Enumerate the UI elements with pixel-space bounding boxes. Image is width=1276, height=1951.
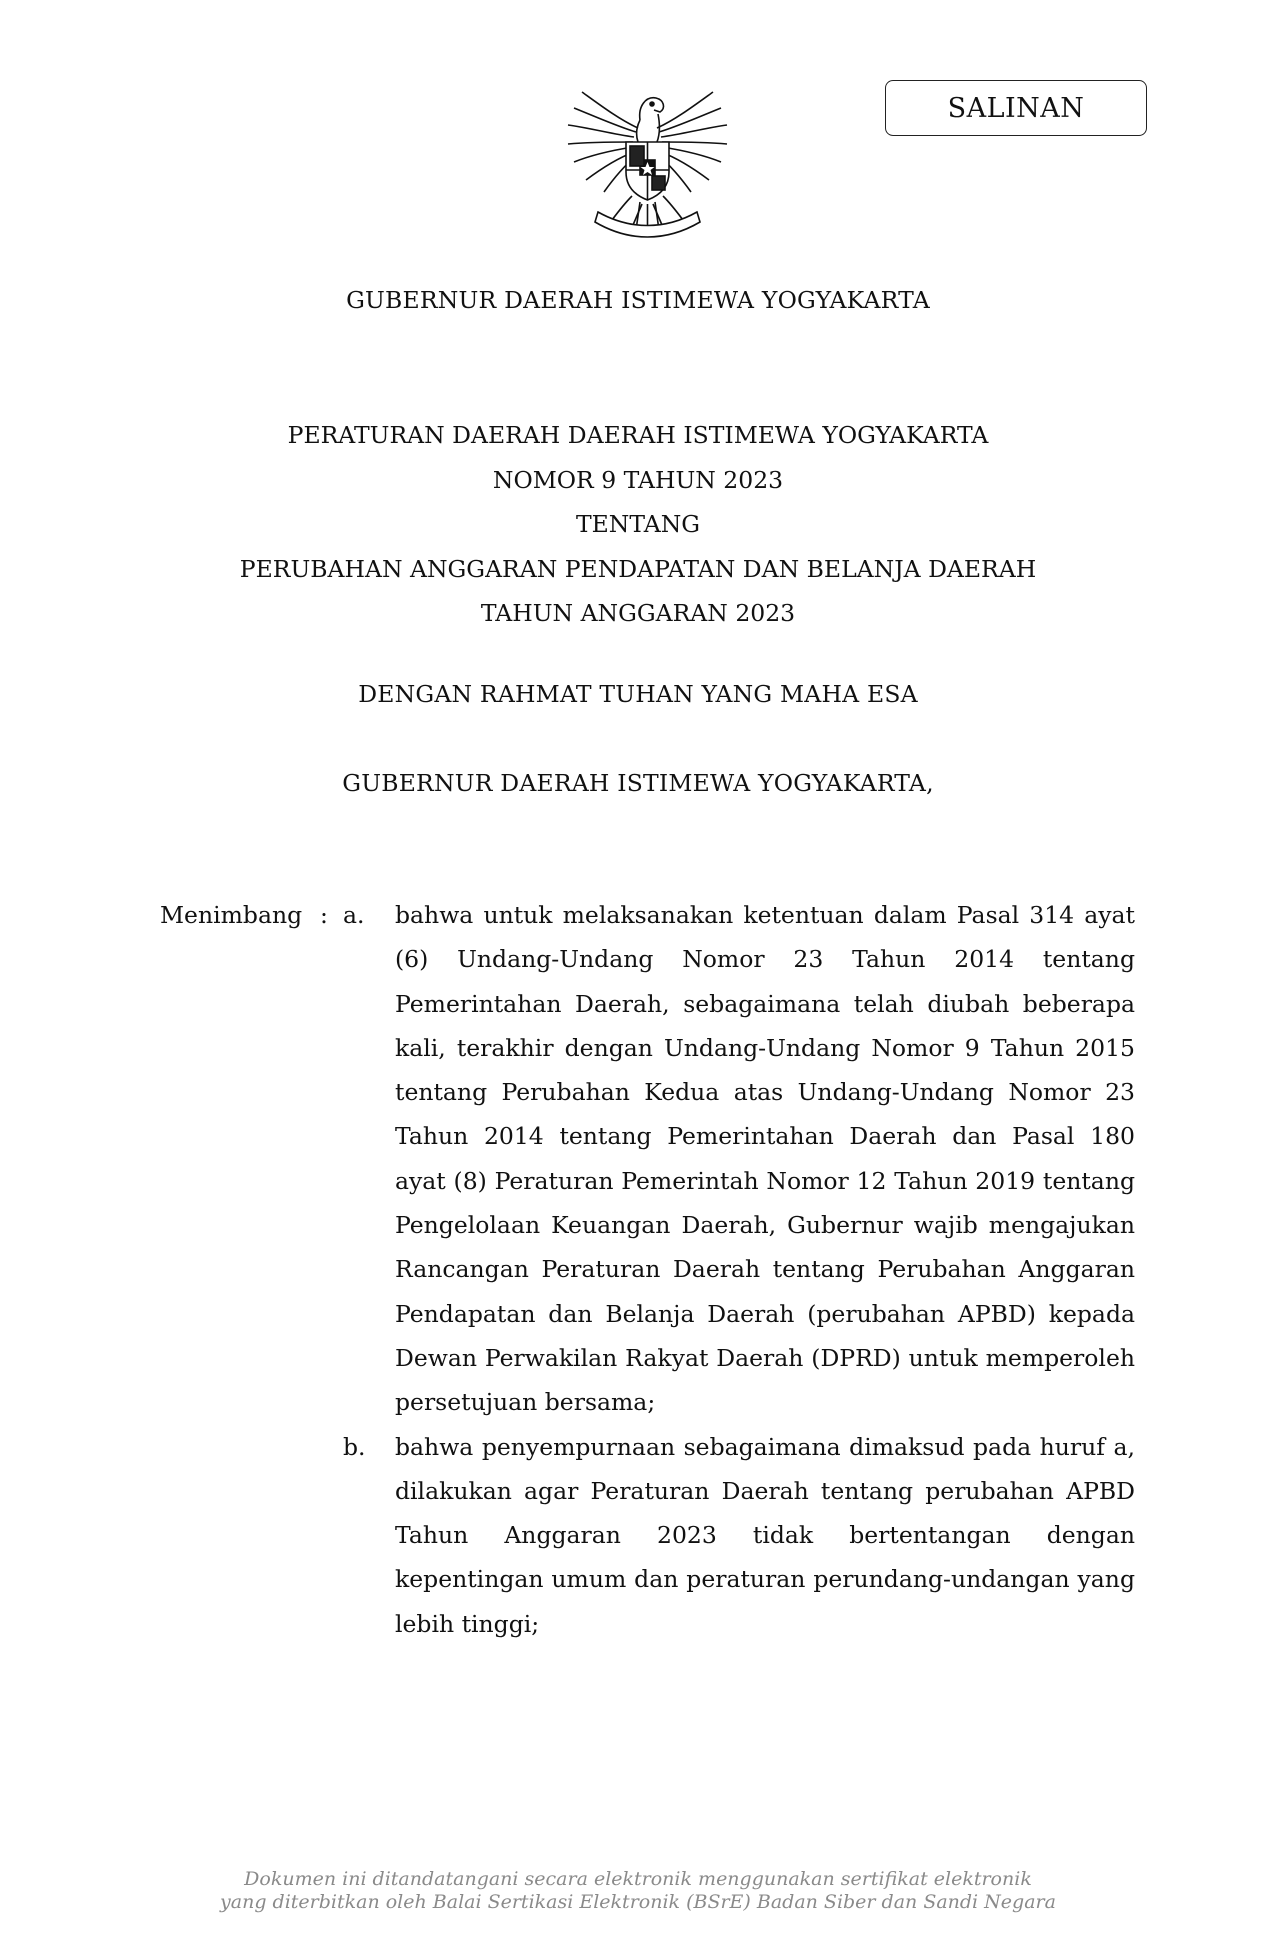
item-marker: b.	[343, 1432, 366, 1461]
blessing-line: DENGAN RAHMAT TUHAN YANG MAHA ESA	[358, 680, 918, 708]
electronic-signature-notice	[0, 1868, 1276, 1914]
regulation-title	[0, 413, 1276, 636]
item-text: bahwa untuk melaksanakan ketentuan dalam Pasal 314 ayat (6) Undang-Undang Nomor 23 Tahun 2014 tentang Pemerintahan Daerah, sebagaimana telah diubah beberapa kali, terakhir dengan Undang-Undang Nomor 9 Tahun 2015 tentang Perubahan Kedua atas Undang-Undang Nomor 23 Tahun 2014 tentang Pemerintahan Daerah dan Pasal 180 ayat (8) Peraturan Pemerintah Nomor 12 Tahun 2019 tentang Pengelolaan Keuangan Daerah, Gubernur wajib mengajukan Rancangan Peraturan Daerah tentang Perubahan Anggaran Pendapatan dan Belanja Daerah (perubahan APBD) kepada Dewan Perwakilan Rakyat Daerah (DPRD) untuk memperoleh persetujuan bersama;	[395, 901, 1135, 1417]
item-marker: a.	[343, 901, 365, 929]
title-line-4: PERUBAHAN ANGGARAN PENDAPATAN DAN BELANJA DAERAH	[239, 554, 1037, 583]
title-line-5: TAHUN ANGGARAN 2023	[480, 599, 796, 627]
footer-line-1: Dokumen ini ditandatangani secara elektronik menggunakan sertifikat elektronik	[244, 1868, 1032, 1890]
authority-line: GUBERNUR DAERAH ISTIMEWA YOGYAKARTA,	[342, 769, 934, 797]
item-text: bahwa penyempurnaan sebagaimana dimaksud pada huruf a, dilakukan agar Peraturan Daerah tentang perubahan APBD Tahun Anggaran 2023 tidak bertentangan dengan kepentingan umum dan peraturan perundang-undangan yang lebih tinggi;	[395, 1432, 1135, 1638]
consideration-item	[343, 1425, 1135, 1646]
title-line-2: NOMOR 9 TAHUN 2023	[492, 465, 784, 494]
considerations-section	[160, 893, 1135, 1646]
footer-line-2: yang diterbitkan oleh Balai Sertikasi Elektronik (BSrE) Badan Siber dan Sandi Negara	[220, 1891, 1056, 1913]
issuer-heading: GUBERNUR DAERAH ISTIMEWA YOGYAKARTA	[346, 286, 930, 314]
considerations-colon: :	[320, 901, 328, 929]
title-line-3: TENTANG	[575, 510, 701, 538]
garuda-emblem-icon	[560, 80, 735, 250]
consideration-item	[343, 893, 1135, 1425]
salinan-stamp: SALINAN	[885, 80, 1147, 136]
considerations-label: Menimbang	[160, 901, 303, 929]
title-line-1: PERATURAN DAERAH DAERAH ISTIMEWA YOGYAKARTA	[287, 421, 989, 449]
